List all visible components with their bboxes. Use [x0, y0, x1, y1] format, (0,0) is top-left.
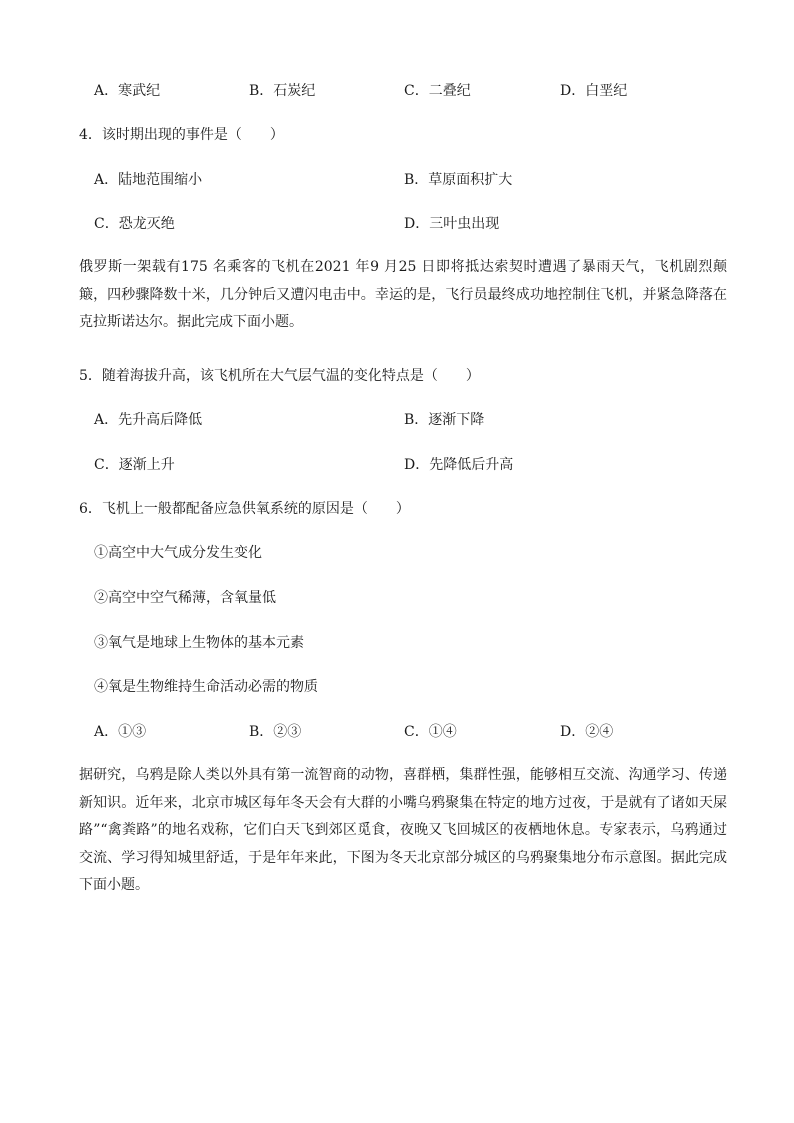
q6-option-c[interactable]: C．①④	[404, 724, 457, 740]
q6-option-a[interactable]: A．①③	[94, 724, 147, 740]
q6-statement-2: ②高空中空气稀薄，含氧量低	[94, 590, 276, 606]
question-5-stem: 5．随着海拔升高，该飞机所在大气层气温的变化特点是（ ）	[79, 368, 480, 384]
q6-option-d[interactable]: D．②④	[560, 724, 614, 740]
q5-option-d[interactable]: D．先降低后升高	[404, 457, 514, 473]
q6-option-b[interactable]: B．②③	[249, 724, 302, 740]
q4-option-a[interactable]: A．陆地范围缩小	[94, 172, 203, 188]
q6-statement-1: ①高空中大气成分发生变化	[94, 545, 262, 561]
reading-passage-crows: 据研究，乌鸦是除人类以外具有第一流智商的动物，喜群栖，集群性强，能够相互交流、沟通学习、传递新知识。近年来，北京市城区每年冬天会有大群的小嘴乌鸦聚集在特定的地方过夜，于是就有了诸如天屎路”“禽粪路”的地名戏称，它们白天飞到郊区觅食，夜晚又飞回城区的夜栖地休息。专家表示，乌鸦通过交流、学习得知城里舒适，于是年年来此，下图为冬天北京部分城区的乌鸦聚集地分布示意图。据此完成下面小题。	[79, 767, 727, 893]
q5-option-b[interactable]: B．逐渐下降	[404, 412, 485, 428]
q6-statement-3: ③氧气是地球上生物体的基本元素	[94, 635, 304, 651]
q3-option-c[interactable]: C．二叠纪	[404, 83, 471, 99]
reading-passage-flight: 俄罗斯一架载有175 名乘客的飞机在2021 年9 月25 日即将抵达索契时遭遇了暴雨天气，飞机剧烈颠簸，四秒骤降数十米，几分钟后又遭闪电击中。幸运的是，飞行员最终成功地控制住飞机，并紧急降落在克拉斯诺达尔。据此完成下面小题。	[79, 259, 727, 330]
q5-option-a[interactable]: A．先升高后降低	[94, 412, 203, 428]
q3-option-d[interactable]: D．白垩纪	[560, 83, 628, 99]
q4-option-d[interactable]: D．三叶虫出现	[404, 216, 500, 232]
q5-option-c[interactable]: C．逐渐上升	[94, 457, 175, 473]
question-6-stem: 6．飞机上一般都配备应急供氧系统的原因是（ ）	[79, 501, 410, 517]
q3-option-a[interactable]: A．寒武纪	[94, 83, 161, 99]
q3-option-b[interactable]: B．石炭纪	[249, 83, 316, 99]
q4-option-b[interactable]: B．草原面积扩大	[404, 172, 513, 188]
q4-option-c[interactable]: C．恐龙灭绝	[94, 216, 175, 232]
q6-statement-4: ④氧是生物维持生命活动必需的物质	[94, 679, 318, 695]
question-4-stem: 4．该时期出现的事件是（ ）	[79, 127, 284, 143]
